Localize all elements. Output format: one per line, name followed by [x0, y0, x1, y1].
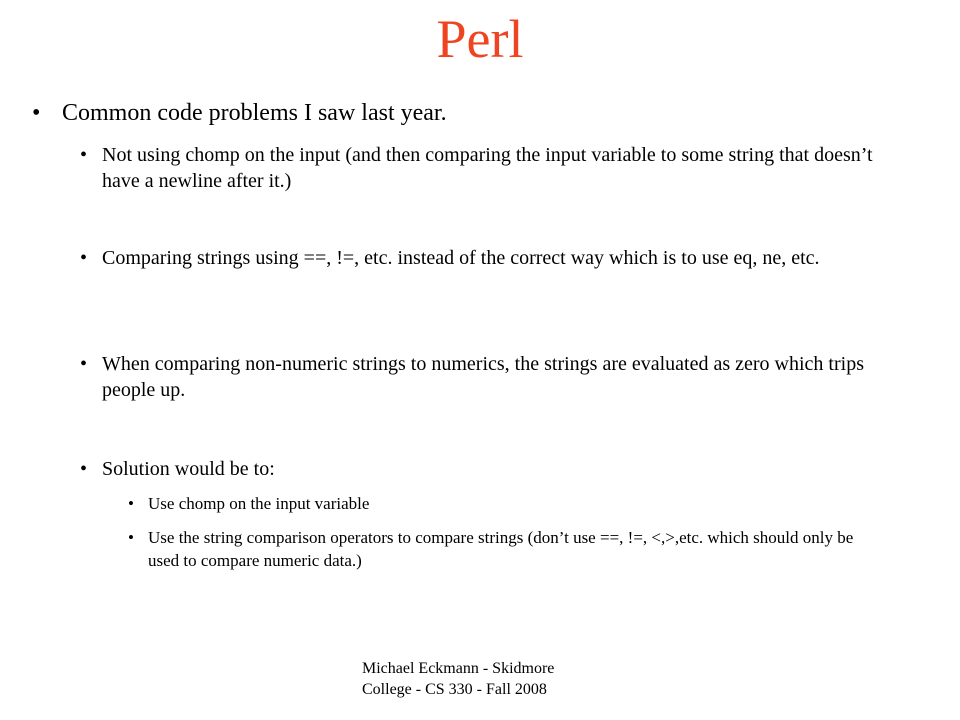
problem-bullet-numeric	[80, 351, 890, 403]
bullet-marker: •	[128, 494, 134, 513]
problem-bullet-comparison	[80, 245, 890, 271]
solution-text: Use chomp on the input variable	[148, 494, 370, 513]
solution-bullet-chomp	[128, 492, 888, 515]
problem-text: Not using chomp on the input (and then comparing the input variable to some string that doesn’t have a newline after it.)	[102, 144, 873, 192]
main-bullet-text: Common code problems I saw last year.	[62, 100, 447, 126]
problem-bullet-chomp	[80, 142, 890, 194]
solution-bullet-operators	[128, 526, 888, 572]
bullet-marker: •	[80, 458, 88, 480]
bullet-marker: •	[80, 144, 88, 166]
slide-title: Perl	[436, 9, 524, 69]
slide-footer: Michael Eckmann - Skidmore College - CS 330 - Fall 2008	[362, 660, 555, 698]
bullet-marker: •	[128, 528, 134, 547]
bullet-marker: •	[32, 100, 41, 126]
solution-text: Use the string comparison operators to compare strings (don’t use ==, !=, <,>,etc. which should only be used to compare numeric data.)	[148, 528, 854, 570]
main-bullet	[32, 98, 912, 128]
solution-heading-text: Solution would be to:	[102, 458, 275, 480]
bullet-marker: •	[80, 353, 88, 375]
solution-heading-bullet	[80, 456, 890, 482]
problem-text: Comparing strings using ==, !=, etc. instead of the correct way which is to use eq, ne, etc.	[102, 247, 820, 269]
bullet-marker: •	[80, 247, 88, 269]
problem-text: When comparing non-numeric strings to numerics, the strings are evaluated as zero which trips people up.	[102, 353, 864, 401]
